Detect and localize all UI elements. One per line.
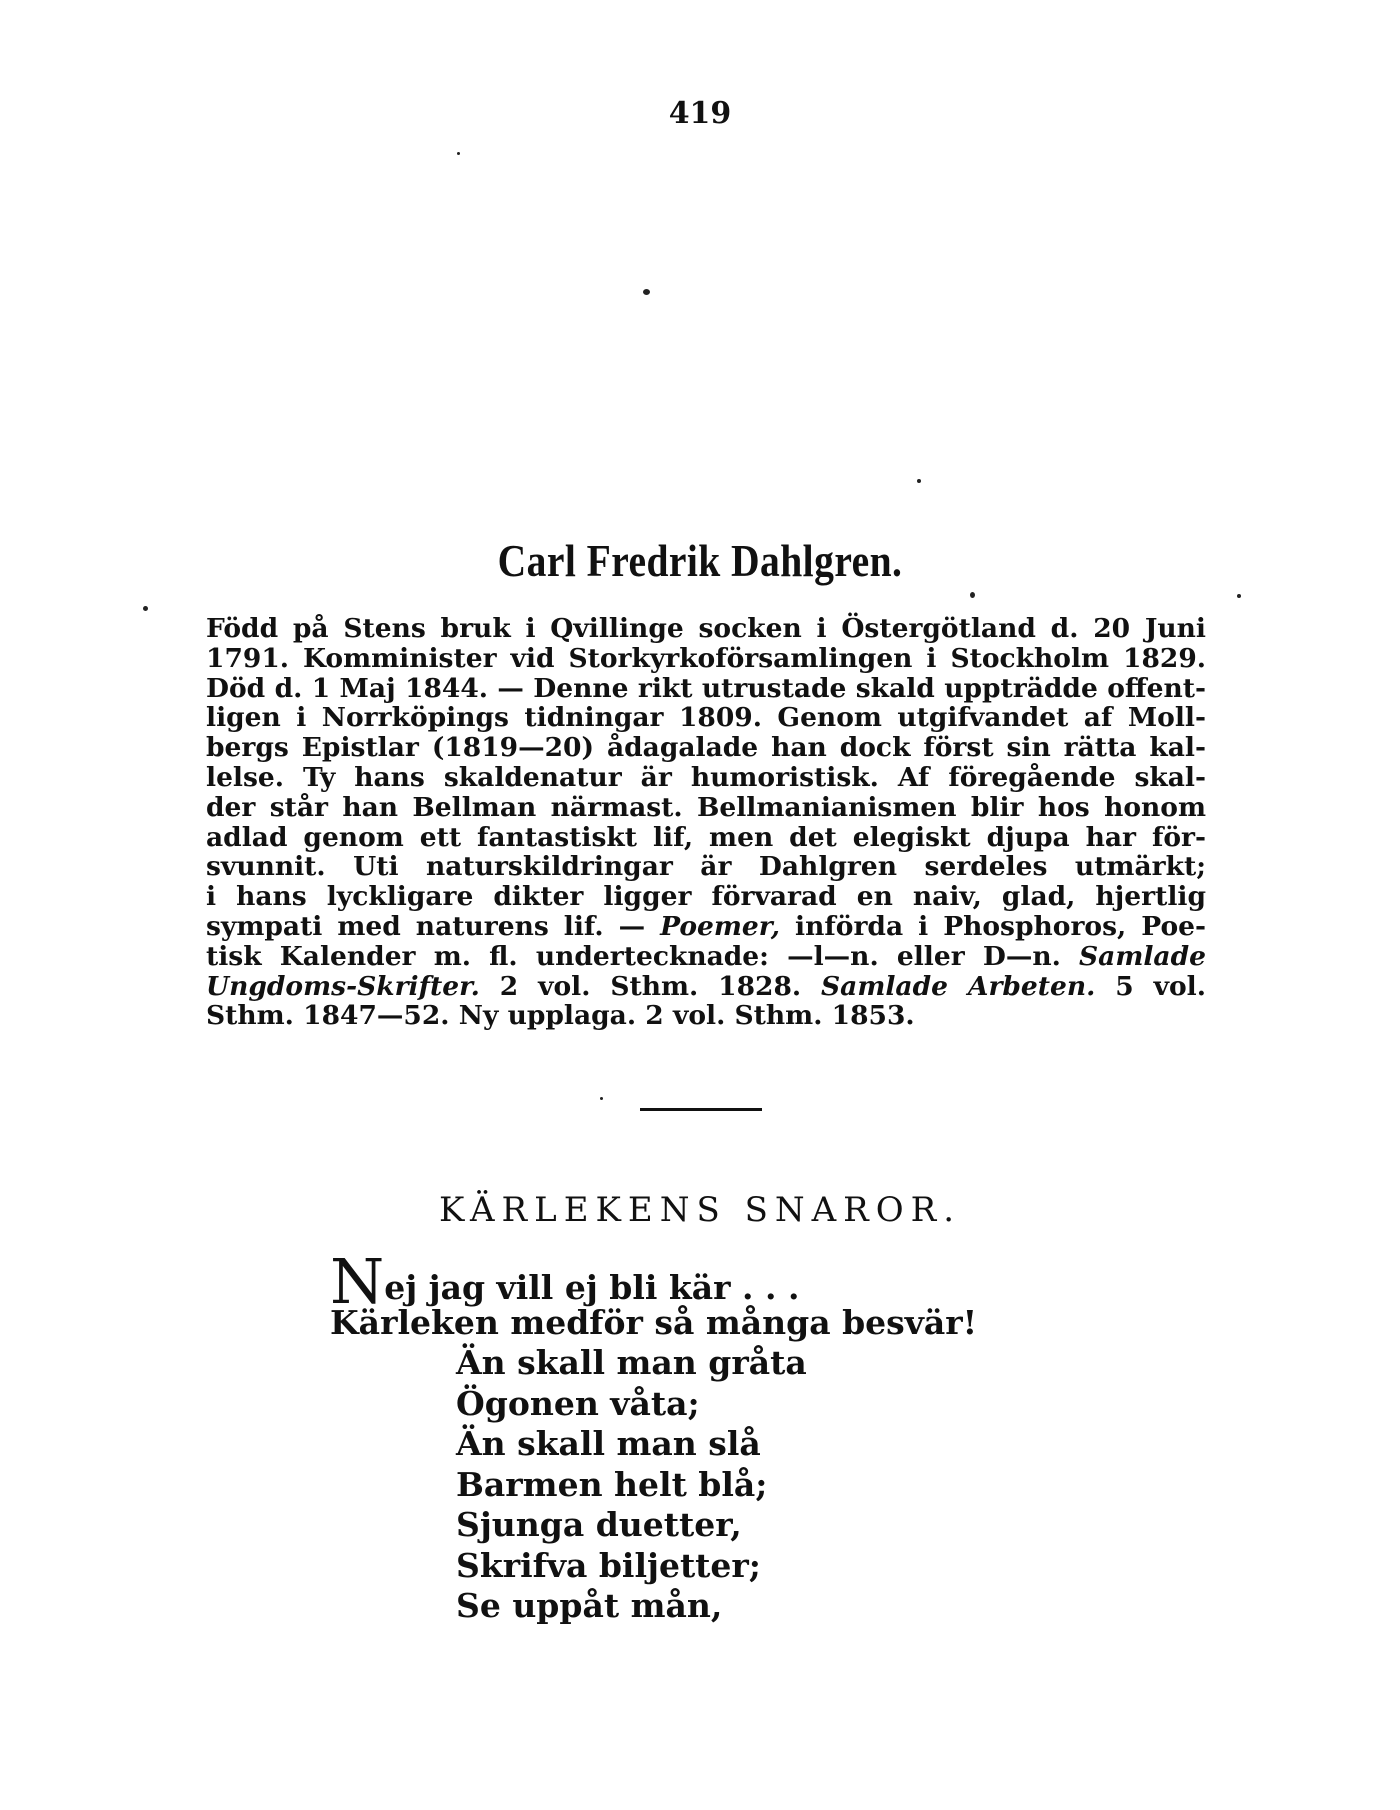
poem-line: Se uppåt mån,: [456, 1586, 723, 1625]
bio-text: 2 vol. Sthm. 1828.: [479, 970, 822, 1002]
print-speck: [643, 289, 650, 295]
poem-line: Barmen helt blå;: [456, 1464, 768, 1504]
poem-line: Kärleken medför så många besvär!: [330, 1302, 978, 1342]
bio-line: [206, 912, 1206, 942]
bio-line: der står han Bellman närmast. Bellmanianismen blir hos honom: [206, 791, 1206, 823]
drop-cap: N: [330, 1245, 385, 1318]
bio-line: lelse. Ty hans skaldenatur är humoristisk. Af föregående skal-: [206, 761, 1206, 793]
poem-line-text: ej jag vill ej bli kär . . .: [384, 1268, 800, 1307]
page-number: 419: [668, 96, 732, 131]
print-speck: [143, 606, 148, 611]
poem-line: Sjunga duetter,: [456, 1505, 742, 1544]
poem-line: Ögonen våta;: [456, 1383, 700, 1423]
bio-text: tisk Kalender m. fl. undertecknade: —l—n. eller D—n.: [206, 940, 1080, 972]
bio-line: adlad genom ett fantastiskt lif, men det elegiskt djupa har för-: [206, 821, 1206, 853]
bio-text: sympati med naturens lif. —: [206, 910, 661, 942]
print-speck: [970, 592, 975, 598]
poem-line: Skrifva biljetter;: [456, 1545, 761, 1585]
bio-line: ligen i Norrköpings tidningar 1809. Genom utgifvandet af Moll-: [206, 702, 1206, 734]
bio-line: svunnit. Uti naturskildringar är Dahlgren serdeles utmärkt;: [206, 851, 1206, 883]
print-speck: [600, 1097, 603, 1100]
bio-text: införda i Phosphoros, Poe-: [780, 910, 1206, 942]
bio-text: 5 vol.: [1095, 970, 1206, 1002]
bio-line: Sthm. 1847—52. Ny upplaga. 2 vol. Sthm. 1853.: [206, 1000, 915, 1032]
print-speck: [917, 479, 921, 483]
bio-line: Död d. 1 Maj 1844. — Denne rikt utrustade skald uppträdde offent-: [206, 672, 1206, 704]
poem-line: Än skall man slå: [456, 1424, 761, 1463]
print-speck: [457, 152, 460, 155]
work-title: Ungdoms-Skrifter.: [206, 970, 480, 1002]
work-title: Poemer,: [660, 910, 781, 942]
author-heading: Carl Fredrik Dahlgren.: [497, 535, 903, 586]
bio-line: 1791. Komminister vid Storkyrkoförsamlingen i Stockholm 1829.: [206, 642, 1206, 674]
bio-line: bergs Epistlar (1819—20) ådagalade han dock först sin rätta kal-: [206, 732, 1206, 764]
bio-line: i hans lyckligare dikter ligger förvarad en naiv, glad, hjertlig: [206, 881, 1206, 913]
biography-paragraph: [206, 614, 1206, 1031]
section-divider: [640, 1108, 762, 1111]
poem-line: [330, 1245, 1230, 1318]
print-speck: [1237, 594, 1241, 598]
work-title: Samlade: [1079, 940, 1206, 972]
poem-title: KÄRLEKENS SNAROR.: [438, 1190, 962, 1230]
poem-line: Än skall man gråta: [456, 1343, 807, 1382]
work-title: Samlade Arbeten.: [821, 970, 1096, 1002]
bio-line: Född på Stens bruk i Qvillinge socken i Östergötland d. 20 Juni: [206, 613, 1206, 644]
bio-line: [206, 972, 1206, 1002]
bio-line: [206, 942, 1206, 972]
poem-body: [330, 1245, 1230, 1627]
